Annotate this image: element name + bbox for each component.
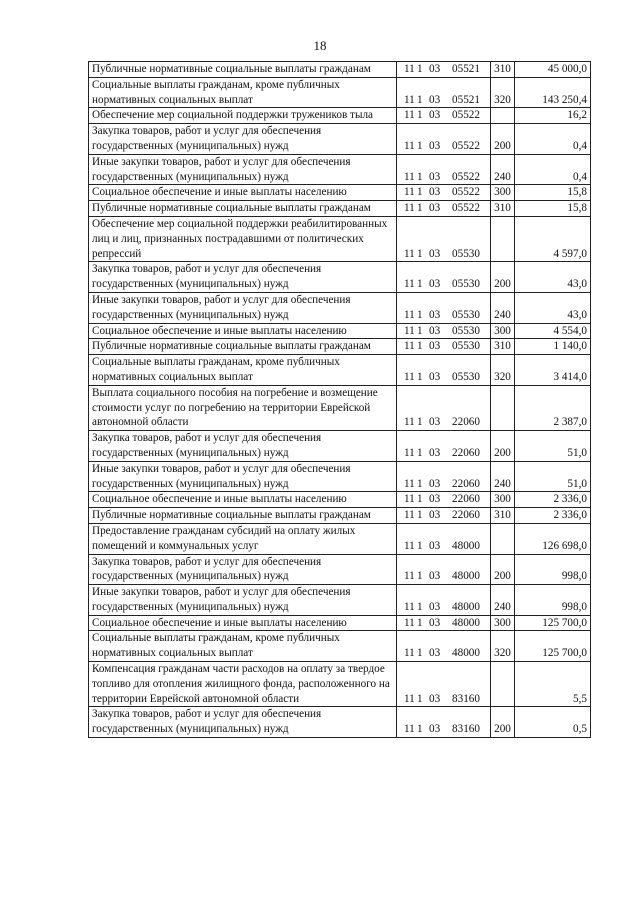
code-part: 03 — [429, 170, 441, 183]
code-part: 05522 — [452, 202, 480, 215]
amount-cell: 15,8 — [515, 185, 591, 201]
code-part: 03 — [429, 370, 441, 383]
code-part: 11 — [404, 139, 415, 152]
expense-type-cell: 310 — [491, 339, 515, 355]
expense-type-cell: 200 — [491, 431, 515, 462]
code-part: 05522 — [452, 109, 480, 122]
code-part: 1 — [417, 616, 423, 629]
code-part: 03 — [429, 340, 441, 353]
amount-cell: 0,5 — [515, 707, 591, 738]
table-row — [89, 431, 591, 462]
target-article-cell — [397, 554, 491, 585]
amount-cell: 143 250,4 — [515, 77, 591, 108]
code-part: 03 — [429, 278, 441, 291]
code-part: 48000 — [452, 539, 480, 552]
expense-type-cell: 300 — [491, 323, 515, 339]
table-row — [89, 662, 591, 707]
code-part: 1 — [417, 202, 423, 215]
expense-type-cell: 300 — [491, 185, 515, 201]
code-part: 11 — [404, 616, 415, 629]
code-part: 03 — [429, 308, 441, 321]
code-part: 1 — [417, 340, 423, 353]
code-part: 11 — [404, 340, 415, 353]
code-part: 05521 — [452, 63, 480, 75]
table-row — [89, 154, 591, 185]
expense-type-cell — [491, 216, 515, 261]
table-row — [89, 62, 591, 78]
table-row — [89, 124, 591, 155]
target-article-cell — [397, 492, 491, 508]
expense-name-cell: Предоставление гражданам субсидий на оплату жилых помещений и коммунальных услуг — [89, 523, 397, 554]
table-row — [89, 585, 591, 616]
target-article-cell — [397, 108, 491, 124]
code-part: 03 — [429, 647, 441, 660]
expense-name-cell: Социальные выплаты гражданам, кроме публичных нормативных социальных выплат — [89, 631, 397, 662]
code-part: 11 — [404, 308, 415, 321]
table-row — [89, 292, 591, 323]
expense-type-cell: 300 — [491, 615, 515, 631]
table-row — [89, 615, 591, 631]
code-part: 11 — [404, 247, 415, 260]
code-part: 11 — [404, 600, 415, 613]
table-row — [89, 385, 591, 430]
code-part: 1 — [417, 539, 423, 552]
table-row — [89, 201, 591, 217]
code-part: 1 — [417, 446, 423, 459]
amount-cell: 4 597,0 — [515, 216, 591, 261]
expense-name-cell: Социальное обеспечение и иные выплаты населению — [89, 323, 397, 339]
code-part: 05522 — [452, 186, 480, 199]
code-part: 1 — [417, 324, 423, 337]
code-part: 11 — [404, 477, 415, 490]
code-part: 1 — [417, 692, 423, 705]
expense-type-cell: 200 — [491, 707, 515, 738]
expense-name-cell: Выплата социального пособия на погребение и возмещение стоимости услуг по погребению на территории Еврейской автономной области — [89, 385, 397, 430]
code-part: 1 — [417, 723, 423, 736]
table-row — [89, 554, 591, 585]
amount-cell: 2 336,0 — [515, 492, 591, 508]
amount-cell: 125 700,0 — [515, 631, 591, 662]
amount-cell: 43,0 — [515, 262, 591, 293]
code-part: 11 — [404, 186, 415, 199]
target-article-cell — [397, 508, 491, 524]
code-part: 03 — [429, 324, 441, 337]
amount-cell: 45 000,0 — [515, 62, 591, 78]
expense-type-cell: 200 — [491, 554, 515, 585]
code-part: 11 — [404, 723, 415, 736]
code-part: 03 — [429, 493, 441, 506]
amount-cell: 51,0 — [515, 431, 591, 462]
table-row — [89, 492, 591, 508]
code-part: 1 — [417, 63, 423, 75]
code-part: 1 — [417, 308, 423, 321]
code-part: 11 — [404, 493, 415, 506]
code-part: 11 — [404, 109, 415, 122]
code-part: 1 — [417, 370, 423, 383]
target-article-cell — [397, 216, 491, 261]
code-part: 22060 — [452, 416, 480, 429]
code-part: 11 — [404, 278, 415, 291]
code-part: 03 — [429, 139, 441, 152]
table-row — [89, 355, 591, 386]
code-part: 03 — [429, 723, 441, 736]
code-part: 1 — [417, 493, 423, 506]
code-part: 11 — [404, 370, 415, 383]
target-article-cell — [397, 631, 491, 662]
code-part: 05522 — [452, 170, 480, 183]
amount-cell: 43,0 — [515, 292, 591, 323]
code-part: 83160 — [452, 723, 480, 736]
expense-type-cell: 240 — [491, 292, 515, 323]
expense-name-cell: Иные закупки товаров, работ и услуг для обеспечения государственных (муниципальных) нужд — [89, 585, 397, 616]
expense-name-cell: Социальные выплаты гражданам, кроме публичных нормативных социальных выплат — [89, 77, 397, 108]
code-part: 1 — [417, 93, 423, 106]
code-part: 1 — [417, 477, 423, 490]
table-body — [89, 62, 591, 738]
code-part: 11 — [404, 692, 415, 705]
table-row — [89, 461, 591, 492]
target-article-cell — [397, 707, 491, 738]
expense-name-cell: Социальные выплаты гражданам, кроме публичных нормативных социальных выплат — [89, 355, 397, 386]
target-article-cell — [397, 154, 491, 185]
code-part: 48000 — [452, 600, 480, 613]
code-part: 03 — [429, 616, 441, 629]
expense-name-cell: Социальное обеспечение и иные выплаты населению — [89, 615, 397, 631]
expense-type-cell: 320 — [491, 77, 515, 108]
expense-name-cell: Социальное обеспечение и иные выплаты населению — [89, 492, 397, 508]
code-part: 11 — [404, 416, 415, 429]
amount-cell: 15,8 — [515, 201, 591, 217]
amount-cell: 126 698,0 — [515, 523, 591, 554]
code-part: 1 — [417, 247, 423, 260]
code-part: 03 — [429, 446, 441, 459]
code-part: 1 — [417, 509, 423, 522]
table-row — [89, 523, 591, 554]
code-part: 11 — [404, 509, 415, 522]
code-part: 05521 — [452, 93, 480, 106]
code-part: 11 — [404, 324, 415, 337]
expense-name-cell: Закупка товаров, работ и услуг для обеспечения государственных (муниципальных) нужд — [89, 124, 397, 155]
code-part: 1 — [417, 109, 423, 122]
expense-type-cell — [491, 662, 515, 707]
code-part: 1 — [417, 278, 423, 291]
code-part: 1 — [417, 170, 423, 183]
target-article-cell — [397, 585, 491, 616]
amount-cell: 5,5 — [515, 662, 591, 707]
table-row — [89, 216, 591, 261]
target-article-cell — [397, 323, 491, 339]
target-article-cell — [397, 62, 491, 78]
amount-cell: 998,0 — [515, 585, 591, 616]
code-part: 11 — [404, 570, 415, 583]
expense-name-cell: Иные закупки товаров, работ и услуг для обеспечения государственных (муниципальных) нужд — [89, 154, 397, 185]
amount-cell: 3 414,0 — [515, 355, 591, 386]
expense-type-cell — [491, 108, 515, 124]
page-number: 18 — [313, 38, 327, 53]
code-part: 11 — [404, 170, 415, 183]
target-article-cell — [397, 431, 491, 462]
code-part: 05530 — [452, 370, 480, 383]
amount-cell: 1 140,0 — [515, 339, 591, 355]
code-part: 05530 — [452, 247, 480, 260]
code-part: 03 — [429, 186, 441, 199]
table-row — [89, 108, 591, 124]
code-part: 03 — [429, 692, 441, 705]
amount-cell: 125 700,0 — [515, 615, 591, 631]
table-row — [89, 323, 591, 339]
code-part: 1 — [417, 139, 423, 152]
code-part: 11 — [404, 446, 415, 459]
code-part: 03 — [429, 509, 441, 522]
target-article-cell — [397, 124, 491, 155]
expense-type-cell: 300 — [491, 492, 515, 508]
amount-cell: 0,4 — [515, 124, 591, 155]
expense-type-cell: 240 — [491, 461, 515, 492]
code-part: 03 — [429, 247, 441, 260]
code-part: 03 — [429, 600, 441, 613]
code-part: 22060 — [452, 477, 480, 490]
expense-name-cell: Закупка товаров, работ и услуг для обеспечения государственных (муниципальных) нужд — [89, 554, 397, 585]
expense-name-cell: Социальное обеспечение и иные выплаты населению — [89, 185, 397, 201]
amount-cell: 998,0 — [515, 554, 591, 585]
amount-cell: 16,2 — [515, 108, 591, 124]
expense-name-cell: Иные закупки товаров, работ и услуг для обеспечения государственных (муниципальных) нужд — [89, 461, 397, 492]
code-part: 48000 — [452, 570, 480, 583]
code-part: 05530 — [452, 340, 480, 353]
expense-type-cell: 320 — [491, 631, 515, 662]
target-article-cell — [397, 662, 491, 707]
expense-name-cell: Компенсация гражданам части расходов на оплату за твердое топливо для отопления жилищного фонда, расположенного на территории Еврейской автономной области — [89, 662, 397, 707]
expense-type-cell — [491, 385, 515, 430]
table-row — [89, 77, 591, 108]
code-part: 1 — [417, 570, 423, 583]
expense-name-cell: Публичные нормативные социальные выплаты гражданам — [89, 201, 397, 217]
code-part: 03 — [429, 93, 441, 106]
target-article-cell — [397, 339, 491, 355]
code-part: 83160 — [452, 692, 480, 705]
expense-type-cell: 240 — [491, 154, 515, 185]
expense-name-cell: Обеспечение мер социальной поддержки тружеников тыла — [89, 108, 397, 124]
code-part: 03 — [429, 202, 441, 215]
amount-cell: 51,0 — [515, 461, 591, 492]
code-part: 11 — [404, 63, 415, 75]
code-part: 1 — [417, 600, 423, 613]
expense-type-cell: 200 — [491, 262, 515, 293]
target-article-cell — [397, 77, 491, 108]
table-row — [89, 508, 591, 524]
expense-name-cell: Публичные нормативные социальные выплаты гражданам — [89, 62, 397, 78]
code-part: 03 — [429, 570, 441, 583]
code-part: 05530 — [452, 324, 480, 337]
expense-type-cell: 240 — [491, 585, 515, 616]
target-article-cell — [397, 461, 491, 492]
target-article-cell — [397, 523, 491, 554]
expense-name-cell: Закупка товаров, работ и услуг для обеспечения государственных (муниципальных) нужд — [89, 262, 397, 293]
table-row — [89, 631, 591, 662]
code-part: 48000 — [452, 647, 480, 660]
code-part: 03 — [429, 416, 441, 429]
code-part: 11 — [404, 539, 415, 552]
table-row — [89, 339, 591, 355]
code-part: 03 — [429, 539, 441, 552]
amount-cell: 0,4 — [515, 154, 591, 185]
table-row — [89, 185, 591, 201]
expense-type-cell: 320 — [491, 355, 515, 386]
code-part: 1 — [417, 647, 423, 660]
target-article-cell — [397, 201, 491, 217]
amount-cell: 2 336,0 — [515, 508, 591, 524]
code-part: 22060 — [452, 493, 480, 506]
target-article-cell — [397, 292, 491, 323]
code-part: 48000 — [452, 616, 480, 629]
expense-type-cell: 200 — [491, 124, 515, 155]
expense-name-cell: Публичные нормативные социальные выплаты гражданам — [89, 508, 397, 524]
target-article-cell — [397, 262, 491, 293]
table-row — [89, 707, 591, 738]
code-part: 11 — [404, 202, 415, 215]
code-part: 1 — [417, 186, 423, 199]
code-part: 11 — [404, 93, 415, 106]
expense-name-cell: Закупка товаров, работ и услуг для обеспечения государственных (муниципальных) нужд — [89, 431, 397, 462]
code-part: 05522 — [452, 139, 480, 152]
amount-cell: 2 387,0 — [515, 385, 591, 430]
expense-name-cell: Публичные нормативные социальные выплаты гражданам — [89, 339, 397, 355]
expense-name-cell: Иные закупки товаров, работ и услуг для обеспечения государственных (муниципальных) нужд — [89, 292, 397, 323]
expense-name-cell: Обеспечение мер социальной поддержки реабилитированных лиц и лиц, признанных пострадавшими от политических репрессий — [89, 216, 397, 261]
target-article-cell — [397, 615, 491, 631]
code-part: 03 — [429, 477, 441, 490]
code-part: 22060 — [452, 509, 480, 522]
target-article-cell — [397, 185, 491, 201]
expense-type-cell: 310 — [491, 201, 515, 217]
code-part: 05530 — [452, 308, 480, 321]
expense-type-cell — [491, 523, 515, 554]
code-part: 03 — [429, 63, 441, 75]
code-part: 22060 — [452, 446, 480, 459]
code-part: 11 — [404, 647, 415, 660]
expense-type-cell: 310 — [491, 62, 515, 78]
target-article-cell — [397, 355, 491, 386]
budget-table — [88, 61, 591, 738]
amount-cell: 4 554,0 — [515, 323, 591, 339]
code-part: 05530 — [452, 278, 480, 291]
table-row — [89, 262, 591, 293]
expense-name-cell: Закупка товаров, работ и услуг для обеспечения государственных (муниципальных) нужд — [89, 707, 397, 738]
target-article-cell — [397, 385, 491, 430]
code-part: 1 — [417, 416, 423, 429]
code-part: 03 — [429, 109, 441, 122]
expense-type-cell: 310 — [491, 508, 515, 524]
